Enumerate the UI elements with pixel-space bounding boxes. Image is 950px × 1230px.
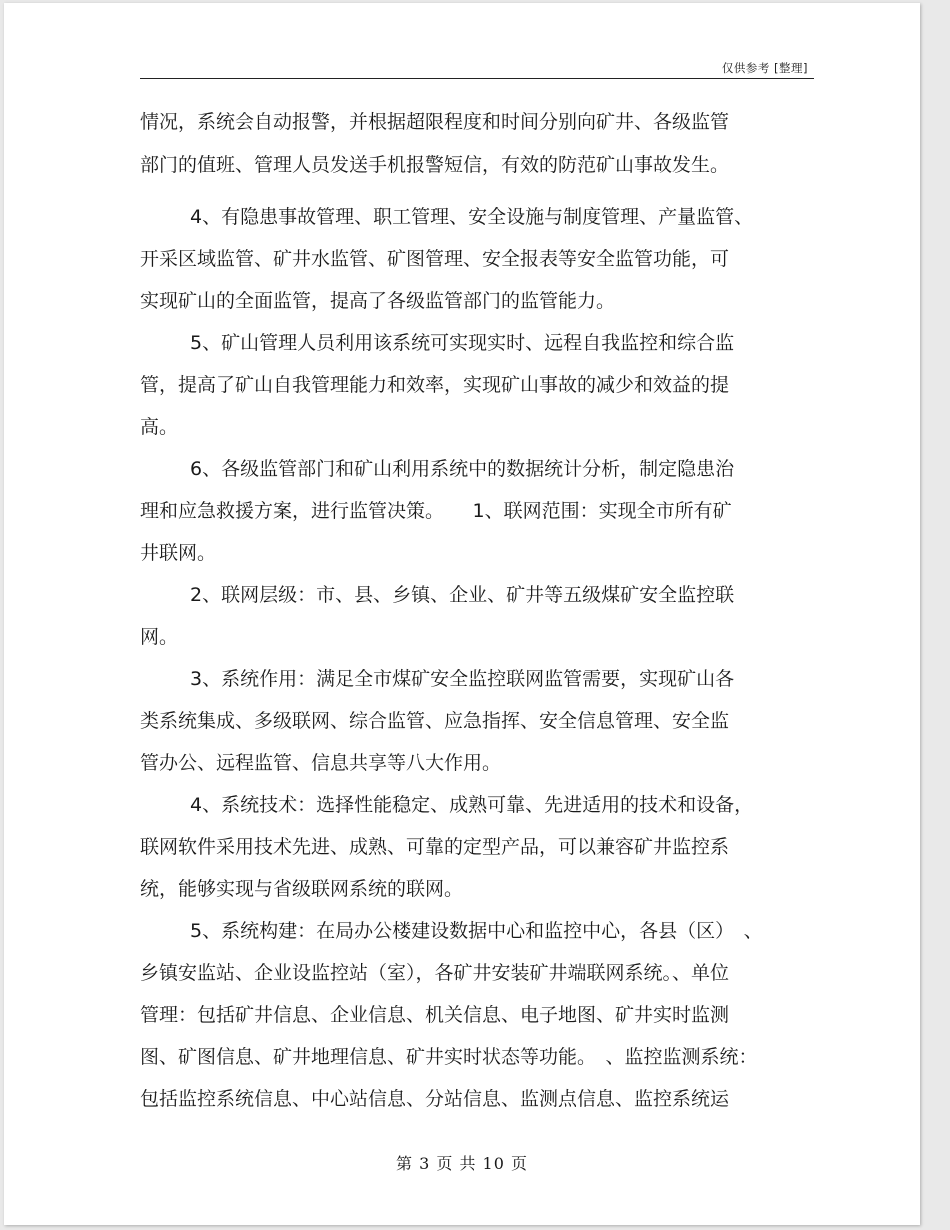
text-line: 5、系统构建：在局办公楼建设数据中心和监控中心，各县（区） 、	[190, 920, 763, 942]
text-line: 2、联网层级：市、县、乡镇、企业、矿井等五级煤矿安全监控联	[190, 584, 735, 606]
text-line: 情况，系统会自动报警，并根据超限程度和时间分别向矿井、各级监管	[140, 111, 730, 133]
text-line: 管理：包括矿井信息、企业信息、机关信息、电子地图、矿井实时监测	[140, 1004, 730, 1026]
text-line: 包括监控系统信息、中心站信息、分站信息、监测点信息、监控系统运	[140, 1088, 730, 1110]
text-line: 3、系统作用：满足全市煤矿安全监控联网监管需要，实现矿山各	[190, 668, 735, 690]
text-line: 部门的值班、管理人员发送手机报警短信，有效的防范矿山事故发生。	[140, 154, 730, 176]
text-line: 6、各级监管部门和矿山利用系统中的数据统计分析，制定隐患治	[190, 458, 735, 480]
document-page	[4, 3, 920, 1225]
text-line: 联网软件采用技术先进、成熟、可靠的定型产品，可以兼容矿井监控系	[140, 836, 730, 858]
text-line: 高。	[140, 416, 179, 438]
text-line: 井联网。	[140, 542, 217, 564]
text-line: 图、矿图信息、矿井地理信息、矿井实时状态等功能。 、监控监测系统：	[140, 1046, 758, 1068]
text-line: 管办公、远程监管、信息共享等八大作用。	[140, 752, 502, 774]
text-line: 实现矿山的全面监管，提高了各级监管部门的监管能力。	[140, 290, 616, 312]
text-line: 乡镇安监站、企业设监控站（室），各矿井安装矿井端联网系统。、单位	[140, 962, 730, 984]
text-line: 开采区域监管、矿井水监管、矿图管理、安全报表等安全监管功能，可	[140, 248, 730, 270]
text-line: 管，提高了矿山自我管理能力和效率，实现矿山事故的减少和效益的提	[140, 374, 730, 396]
text-line: 5、矿山管理人员利用该系统可实现实时、远程自我监控和综合监	[190, 332, 735, 354]
page-number-footer: 第 3 页 共 10 页	[396, 1154, 528, 1173]
text-line: 统，能够实现与省级联网系统的联网。	[140, 878, 464, 900]
text-line: 理和应急救援方案，进行监管决策。 1、联网范围：实现全市所有矿	[140, 500, 732, 522]
text-line: 4、系统技术：选择性能稳定、成熟可靠、先进适用的技术和设备，	[190, 794, 754, 816]
text-line: 4、有隐患事故管理、职工管理、安全设施与制度管理、产量监管、	[190, 206, 754, 228]
header-note: 仅供参考 [整理]	[721, 61, 808, 75]
text-line: 网。	[140, 626, 179, 648]
header-divider	[140, 78, 814, 79]
text-line: 类系统集成、多级联网、综合监管、应急指挥、安全信息管理、安全监	[140, 710, 730, 732]
